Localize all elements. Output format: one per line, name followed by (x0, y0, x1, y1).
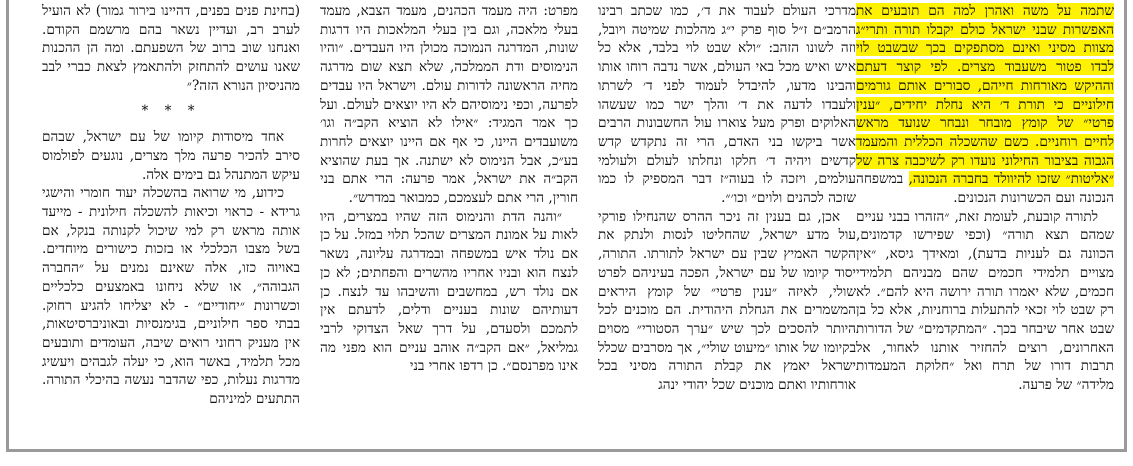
article-columns (22, 2, 1114, 442)
paragraph-continuation: במשפחה הנכונה ועם הכשרונות הנכונים. (856, 171, 1114, 207)
paragraph: מדרכי העולם לעבוד את ד׳, כמו שכתב רבינו הרמב״ם ז״ל סוף פרק י״ג מהלכות שמיטה ויובל, וזה לשונו הזהב: ״ולא שבט לוי בלבד, אלא כל איש ואיש מכל באי העולם, אשר נדבה רוחו אותו והבינו מדעו, להיבדל לעמוד לפני ד׳ לשרתו ולעבדו לדעה את ד׳ והלך ישר כמו שעשהו האלוקים ופרק מעל צוארו עול החשבונות הרבים אשר ביקשו בני האדם, הרי זה נתקדש קדש קדשים ויהיה ד׳ חלקו ונחלתו לעולם ולעולמי עולמים, ויזכה לו בעוה״ז דבר המספיק לו כמו שזכה לכהנים ולוים״ וכו׳״. (598, 3, 856, 207)
section-divider: * * * (141, 102, 201, 119)
highlighted-text: שתמה על משה ואהרן למה הם תובעים את האפשרות שבני ישראל כולם יקבלו תורה ותרי״ג מצוות מסיני ואינם מסתפקים בכך שבשבט לוי לבדו פטור משעבוד מצרים. לפי קוצר דעתם וההיקש מאורחות חייהם, סבורים אותם גורמים חילוניים כי תורת ד׳ היא נחלת יחידים, ״ענין פרטי״ של קומץ מובחר ונבחר שנועד מראש לחיים רוחניים. כשם שהשכלה הכללית והמעמד הגבוה בציבור החילוני נועדו רק לשיכבה צרה של ״אליטות״ שזכו להיוולד בחברה הנכונה, (856, 3, 1114, 188)
paragraph: (בחינת פנים בפנים, דהיינו בירור גמור) לא הועיל לערב רב, ועדיין נשאר בהם מרשמם הקודם. ואנחנו שוב ברוב של השפעתם. ומה הן ההכנות שאנו עושים להתחזק ולהתאמץ לצאת כברי לבב מהניסיון הנורא הזה?״ (42, 3, 300, 94)
column-mid-right (320, 2, 578, 442)
column-right (42, 2, 300, 442)
column-left (856, 2, 1114, 442)
paragraph: לתורה קובעת, לעומת זאת, ״הזהרו בבני עניים שמהם תצא תורה״ (וכפי שפירשו קדמונים, הכוונה גם לעניות בדעת), ומאידך גיסא, ״אין מצויים תלמידי חכמים שהם מבניהם תלמידי חכמים, שלא יאמרו תורה ירושה היא להם״. לא רק שבט לוי זכאי להתעלות ברוחניות, אלא כל בן שבט אחר שיבחר בכך. ״המתקדמים״ של הדורות האחרונים, רוצים להחזיר אותנו לאחור, אל תרבות דורו של תרח ואל ״חלוקת המעמדות מלידה״ של פרעה. (856, 208, 1114, 394)
paragraph: כידוע, מי שרואה בהשכלה יעוד חומרי והישגי גרידא - כראוי וכיאות להשכלה חילונית - מייעד אותה מראש רק למי שיכול לקנותה בנקל, אם בשל מצבו הכלכלי או בזכות כישורים מיוחדים. באויוה כזו, אלה שאינם נמנים על ״החברה הגבוהה״, או שלא ניחונו באמצעים כלכליים וכשרונות ״יחודיים״ - לא יצליחו להגיע רחוק. בבתי ספר חילוניים, בגימנסיות ובאוניברסיטאות, אין מעניק רחוני רואים שיבה, העומדים ותובעים מכל תלמיד, באשר הוא, כי יעלה לגבהים ויעשיג מדרגות נעלות, כפי שהדבר נעשה בהיכלי התורה. התתעים למיניהם (42, 185, 300, 408)
column-mid-left (598, 2, 856, 442)
paragraph: אחד מיסודות קיומו של עם ישראל, שבהם סירב להכיר פרעה מלך מצרים, נוגעים לפולמוס עיקש המתנהל גם בימים אלה. (42, 129, 300, 183)
paragraph: מפרט: היה מעמד הכהנים, מעמד הצבא, מעמד בעלי מלאכה, וגם בין בעלי המלאכות היו דרגות שונות, המדרגה הנמוכה מכולן היו העבדים. ״והיו הנימוסים ודת הממלכה, שלא תצא שום מדרגה מחיה הראשונה לדורות עולם. וישראל היו עבדים לפרעה, וכפי נימוסיהם לא היו יוצאים לעולם. ועל כך אמר המגיד: ״אילו לא הוציא הקב״ה וגו׳ משועבדים היינו, כי אף אם היינו יוצאים לחרות בע״כ, אבל הנימוס לא ישתנה. אך בעת שהוציא הקב״ה את ישראל, אמר פרעה: הרי אתם בני חורין, הרי אתם לעצמכם, כמבואר במדרש״. (320, 3, 578, 207)
paragraph: אכן, גם בענין זה ניכר ההרס שהנחילו פורקי עול מדע ישראל, שהחליטו לנסות ולנתק את הקשר האמיץ שבין עם ישראל לתורתו. התורה, יסוד קיומו של עם ישראל, הפכה בעיניהם לפרט שולי, לאיזה ״ענין פרטי״ של קומץ היראים המשמרים את הגחלת היהודית. הם מוכנים לכל היותר להסכים לכך שיש ״ערך הסטורי״ מסוים בקיומו של אותו ״מיעוט שולי״, אך מסרבים שכלל ישראל יאמץ את קבלת התורה מסיני בכל אורחותיו ואתם מוכנים שכל יהודי ינהג (598, 208, 856, 394)
paragraph: ״והנה הדת והנימוס הזה שהיו במצרים, היו לאות על אמונת המצרים שהכל תלוי במזל. על כן אם נולד איש במשפחה ובמדרגה עליונה, נשאר לנצח הוא ובניו אחריו מהשרים והפחתים; לא כן אם נולד רש, במחשבים והשיבהו עד לנצח. כן דעותיהם שונות בעניים ודלים, לדעתם אין לתמכם ולסעדם, על דרך שאל הצדוקי לרבי גמליאל, ״אם הקב״ה אוהב עניים הוא מפני מה אינו מפרנסם״. כן רדפו אחרי בני (320, 208, 578, 375)
paragraph-highlighted (856, 2, 1114, 208)
